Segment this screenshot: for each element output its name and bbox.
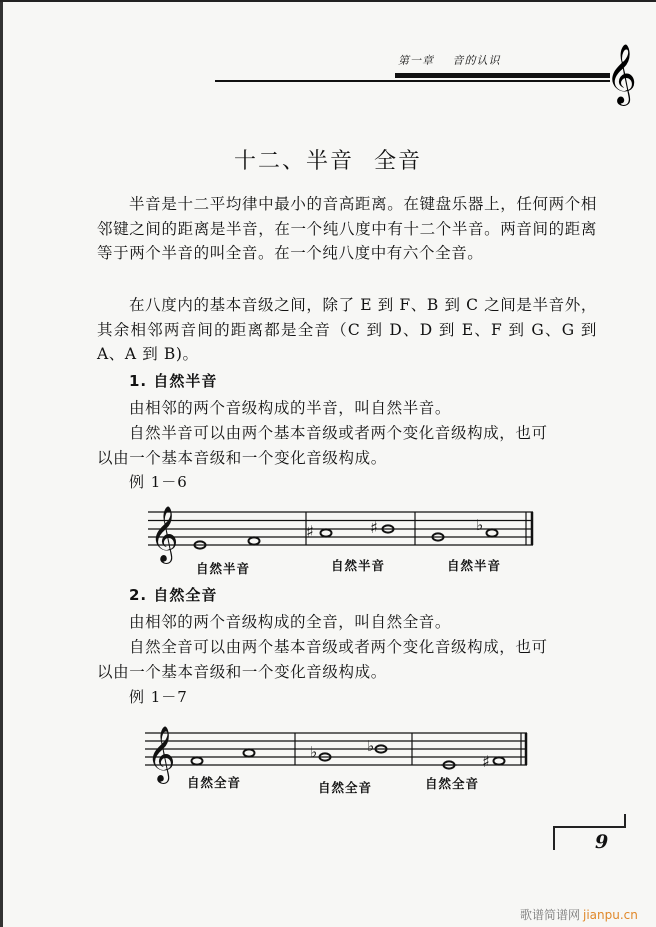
watermark [520, 906, 638, 923]
caption-1-6-m2: 自然半音 [331, 558, 386, 573]
section2-detail-line1: 自然全音可以由两个基本音级或者两个变化音级构成，也可 [129, 638, 548, 656]
section-title [0, 144, 656, 175]
svg-text:♯: ♯ [482, 752, 490, 771]
example-label-1-6: 例 1－6 [129, 473, 188, 491]
music-staff-example-1-6 [148, 500, 538, 560]
running-header [398, 52, 501, 68]
chapter-number: 第一章 [398, 54, 434, 67]
treble-clef-icon: 𝄞 [147, 726, 176, 782]
page-number: 9 [595, 831, 609, 853]
subheading-natural-whole-tone: 2. 自然全音 [129, 586, 218, 604]
paragraph-basic-degrees-text: 在八度内的基本音级之间，除了 E 到 F、B 到 C 之间是半音外，其余相邻两音间的距离都是全音（C 到 D、D 到 E、F 到 G、G 到 A、A 到 B)。 [97, 296, 597, 363]
paragraph-basic-degrees [97, 293, 597, 367]
section2-detail-line2: 以由一个基本音级和一个变化音级构成。 [97, 663, 387, 681]
page-edge-top [0, 0, 656, 2]
treble-clef-icon: 𝄞 [150, 506, 179, 562]
subheading-natural-semitone: 1. 自然半音 [129, 372, 218, 390]
watermark-cn: 歌谱简谱网 [520, 908, 581, 922]
svg-text:♭: ♭ [476, 516, 484, 534]
page-number-frame-right [624, 814, 626, 827]
section1-detail-line2: 以由一个基本音级和一个变化音级构成。 [97, 449, 387, 467]
caption-1-6-m3: 自然半音 [447, 558, 502, 573]
svg-text:♭: ♭ [310, 743, 318, 761]
page-number-frame-left [553, 826, 555, 850]
svg-text:♯: ♯ [370, 518, 378, 537]
caption-1-7-m1: 自然全音 [187, 775, 242, 790]
caption-1-7-m2: 自然全音 [318, 780, 373, 795]
music-staff-example-1-7 [145, 721, 535, 781]
example-label-1-7: 例 1－7 [129, 688, 188, 706]
page-edge-left [0, 0, 3, 927]
title-semitone: 半音 [305, 149, 354, 174]
section2-definition: 由相邻的两个音级构成的全音，叫自然全音。 [129, 613, 452, 631]
svg-text:♭: ♭ [367, 737, 375, 755]
caption-1-6-m1: 自然半音 [196, 561, 251, 576]
section1-detail-line1: 自然半音可以由两个基本音级或者两个变化音级构成，也可 [129, 424, 548, 442]
caption-1-7-m3: 自然全音 [425, 776, 480, 791]
paragraph-intro-text: 半音是十二平均律中最小的音高距离。在键盘乐器上，任何两个相邻键之间的距离是半音，在一个纯八度中有十二个半音。两音间的距离等于两个半音的叫全音。在一个纯八度中有六个全音。 [97, 195, 597, 262]
chapter-title: 音的认识 [452, 54, 501, 67]
treble-clef-icon: 𝄞 [606, 44, 637, 104]
header-rule-thin [215, 80, 610, 82]
header-rule-thick [395, 73, 610, 78]
page-number-frame-top [553, 826, 626, 828]
section1-definition: 由相邻的两个音级构成的半音，叫自然半音。 [129, 399, 452, 417]
section-number: 十二、 [233, 149, 306, 174]
watermark-en: jianpu.cn [583, 908, 638, 922]
svg-text:♯: ♯ [306, 522, 314, 541]
title-whole-tone: 全音 [374, 149, 423, 174]
paragraph-intro [97, 192, 597, 266]
